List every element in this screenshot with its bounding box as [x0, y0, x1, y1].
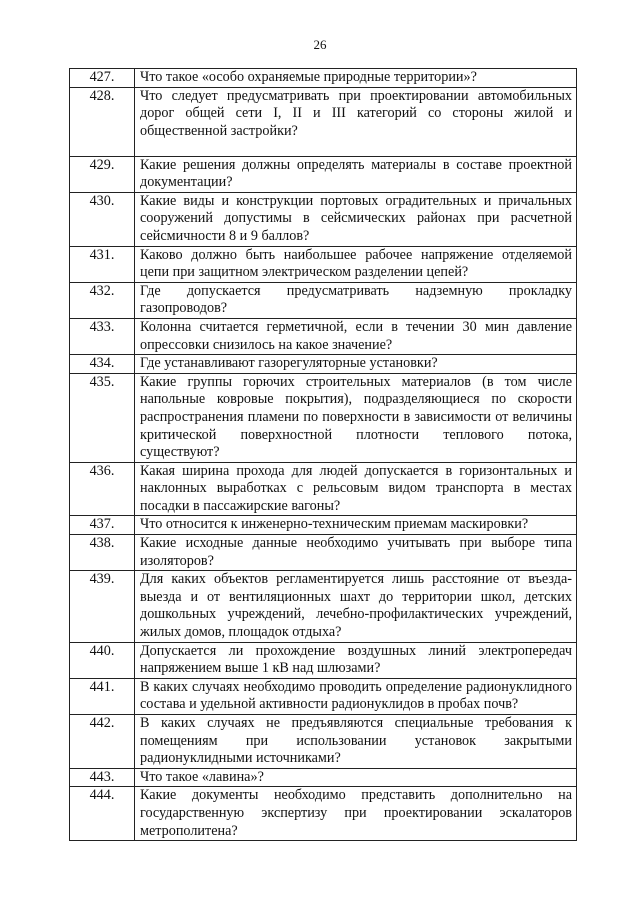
question-number: 428. [70, 87, 135, 156]
question-number: 441. [70, 678, 135, 714]
table-row [70, 516, 577, 535]
question-number: 438. [70, 535, 135, 571]
question-text: Где устанавливают газорегуляторные установки? [135, 355, 577, 374]
question-number: 436. [70, 462, 135, 516]
question-text: Какая ширина прохода для людей допускается в горизонтальных и наклонных выработках с рельсовым видом транспорта в местах посадки в пассажирские вагоны? [135, 462, 577, 516]
question-number: 442. [70, 715, 135, 769]
table-row [70, 192, 577, 246]
table-row [70, 373, 577, 462]
question-number: 439. [70, 571, 135, 642]
question-text: Какие группы горючих строительных материалов (в том числе напольные ковровые покрытия), подразделяющиеся по скорости распространения пламени по поверхности в зависимости от величины критической поверхностной плотности теплового потока, существуют? [135, 373, 577, 462]
question-text: В каких случаях не предъявляются специальные требования к помещениям при использовании установок закрытыми радионуклидными источниками? [135, 715, 577, 769]
question-number: 433. [70, 318, 135, 354]
table-row [70, 678, 577, 714]
question-text: Каково должно быть наибольшее рабочее напряжение отделяемой цепи при защитном электрическом разделении цепей? [135, 246, 577, 282]
questions-table [69, 68, 577, 841]
question-text: Где допускается предусматривать надземную прокладку газопроводов? [135, 282, 577, 318]
table-row [70, 69, 577, 88]
question-number: 431. [70, 246, 135, 282]
question-text: Что относится к инженерно-техническим приемам маскировки? [135, 516, 577, 535]
question-number: 429. [70, 156, 135, 192]
table-row [70, 462, 577, 516]
question-number: 430. [70, 192, 135, 246]
question-text: Что такое «лавина»? [135, 768, 577, 787]
page-number: 26 [313, 37, 327, 52]
question-number: 432. [70, 282, 135, 318]
question-text: Колонна считается герметичной, если в течении 30 мин давление опрессовки снизилось на какое значение? [135, 318, 577, 354]
question-text: Какие виды и конструкции портовых оградительных и причальных сооружений допустимы в сейсмических районах при расчетной сейсмичности 8 и 9 баллов? [135, 192, 577, 246]
question-number: 444. [70, 787, 135, 841]
table-row [70, 787, 577, 841]
question-text: В каких случаях необходимо проводить определение радионуклидного состава и удельной активности радионуклидов в пробах почв? [135, 678, 577, 714]
table-row [70, 87, 577, 156]
question-number: 435. [70, 373, 135, 462]
table-row [70, 282, 577, 318]
table-row [70, 535, 577, 571]
table-row [70, 156, 577, 192]
question-number: 434. [70, 355, 135, 374]
table-row [70, 715, 577, 769]
question-number: 427. [70, 69, 135, 88]
table-row [70, 642, 577, 678]
question-text: Какие решения должны определять материалы в составе проектной документации? [135, 156, 577, 192]
question-text: Что такое «особо охраняемые природные территории»? [135, 69, 577, 88]
table-row [70, 768, 577, 787]
table-row [70, 246, 577, 282]
question-number: 440. [70, 642, 135, 678]
question-number: 443. [70, 768, 135, 787]
question-text: Какие документы необходимо представить дополнительно на государственную экспертизу при проектировании эскалаторов метрополитена? [135, 787, 577, 841]
question-text: Для каких объектов регламентируется лишь расстояние от въезда-выезда и от вентиляционных шахт до территории школ, детских дошкольных учреждений, лечебно-профилактических учреждений, жилых домов, площадок отдыха? [135, 571, 577, 642]
question-text: Допускается ли прохождение воздушных линий электропередач напряжением выше 1 кВ над шлюзами? [135, 642, 577, 678]
table-row [70, 355, 577, 374]
question-text: Что следует предусматривать при проектировании автомобильных дорог общей сети I, II и III категорий со стороны жилой и общественной застройки? [135, 87, 577, 156]
question-number: 437. [70, 516, 135, 535]
table-row [70, 318, 577, 354]
question-text: Какие исходные данные необходимо учитывать при выборе типа изоляторов? [135, 535, 577, 571]
table-row [70, 571, 577, 642]
